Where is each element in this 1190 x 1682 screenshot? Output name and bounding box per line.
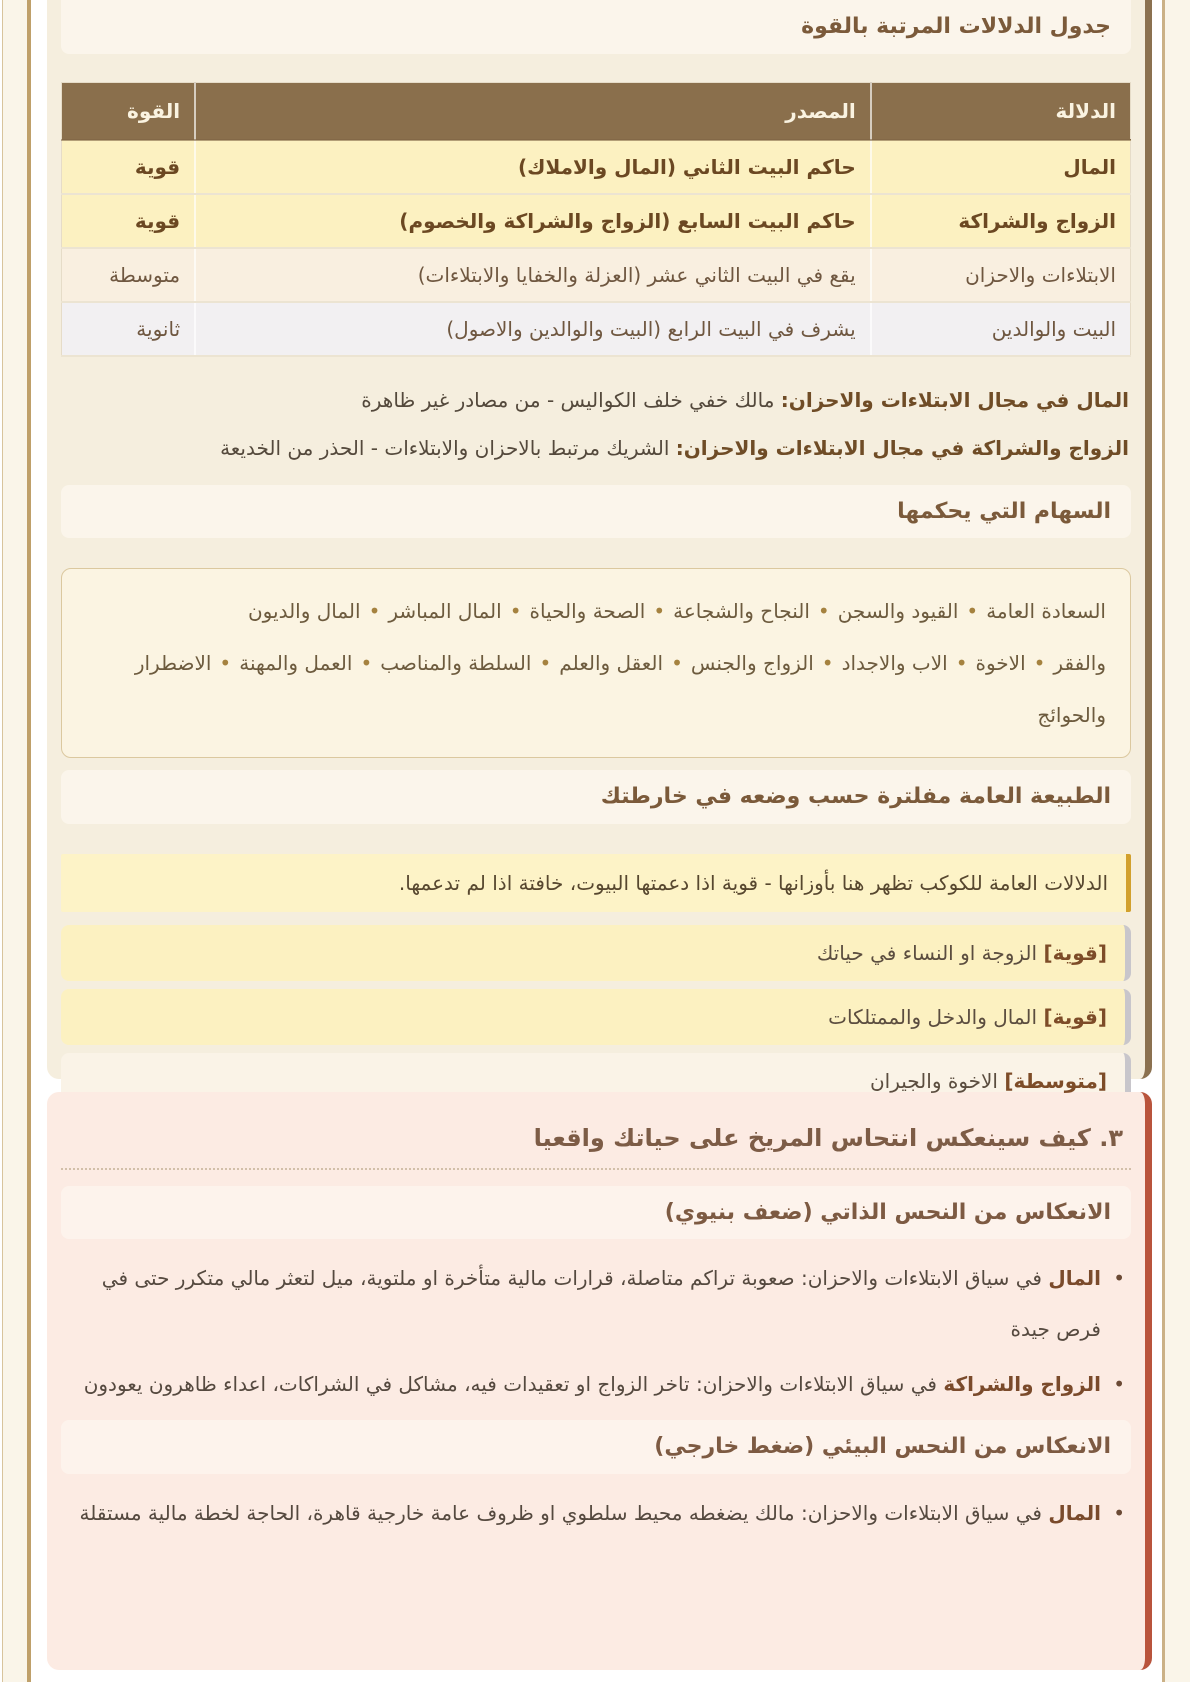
significations-table-title: جدول الدلالات المرتبة بالقوة: [61, 0, 1131, 54]
subsection-heading-environmental-affliction: الانعكاس من النحس البيئي (ضغط خارجي): [61, 1420, 1131, 1474]
bullet-separator: •: [509, 599, 522, 624]
bullet-item: [67, 1253, 1101, 1355]
cell-significance: المال: [871, 140, 1131, 194]
header-source: المصدر: [195, 82, 871, 140]
note-text: الشريك مرتبط بالاحزان والابتلاءات - الحذر من الخديعة: [220, 435, 670, 460]
bullet-separator: •: [955, 651, 968, 676]
cell-strength: ثانوية: [62, 302, 196, 356]
bullet-separator: •: [671, 651, 683, 676]
note-paragraph: [63, 427, 1129, 469]
left-frame-border: [0, 0, 31, 1682]
planet-weights-note: الدلالات العامة للكوكب تظهر هنا بأوزانها - قوية اذا دعمتها البيوت، خافتة اذا لم تدعمها.: [61, 854, 1131, 912]
arrow-item: العمل والمهنة: [239, 651, 353, 676]
arrow-item: السعادة العامة: [986, 599, 1106, 624]
bullet-separator: •: [821, 651, 834, 676]
bullet-separator: •: [219, 651, 232, 676]
note-lead: الزواج والشراكة في مجال الابتلاءات والاحزان:: [675, 435, 1129, 460]
bullet-text: في سياق الابتلاءات والاحزان: مالك يضغطه محيط سلطوي او ظروف عامة خارجية قاهرة، الحاجة لخطة مالية مستقلة: [79, 1500, 1049, 1525]
arrow-item: الاخوة: [975, 651, 1026, 676]
weighted-item-text: المال والدخل والممتلكات: [828, 1005, 1038, 1030]
weight-badge: [متوسطة]: [1004, 1069, 1107, 1094]
bullet-separator: •: [966, 599, 979, 624]
bullet-separator: •: [539, 651, 552, 676]
table-row: [62, 194, 1131, 248]
significations-table: [61, 82, 1131, 357]
cell-source: يشرف في البيت الرابع (البيت والوالدين والاصول): [195, 302, 871, 356]
arrow-item: القيود والسجن: [837, 599, 959, 624]
arrow-item: المال المباشر: [388, 599, 502, 624]
table-row: [62, 248, 1131, 302]
bullet-text: في سياق الابتلاءات والاحزان: تاخر الزواج او تعقيدات فيه، مشاكل في الشراكات، اعداء ظاهرون يعودون: [83, 1372, 944, 1397]
bullet-separator: •: [653, 599, 666, 624]
weighted-item: [61, 989, 1131, 1045]
bullet-item: [67, 1488, 1101, 1539]
cell-strength: قوية: [62, 194, 196, 248]
weight-badge: [قوية]: [1043, 1005, 1107, 1030]
note-text: مالك خفي خلف الكواليس - من مصادر غير ظاهرة: [361, 387, 775, 412]
bullet-lead: المال: [1048, 1500, 1101, 1525]
bullet-list: [61, 1488, 1131, 1539]
arrow-item: السلطة والمناصب: [380, 651, 532, 676]
bullet-separator: •: [817, 599, 830, 624]
note-lead: المال في مجال الابتلاءات والاحزان:: [780, 387, 1129, 412]
table-row: [62, 140, 1131, 194]
cell-strength: متوسطة: [62, 248, 196, 302]
cell-significance: الزواج والشراكة: [871, 194, 1131, 248]
header-significance: الدلالة: [871, 82, 1131, 140]
section-3-title: ٣. كيف سينعكس انتحاس المريخ على حياتك واقعيا: [533, 1124, 1123, 1152]
arrow-item: المال والديون والفقر: [247, 599, 1106, 676]
header-strength: القوة: [62, 82, 196, 140]
weighted-item-text: الزوجة او النساء في حياتك: [816, 941, 1038, 966]
cell-significance: البيت والوالدين: [871, 302, 1131, 356]
bullet-list: [61, 1253, 1131, 1410]
bullet-separator: •: [368, 599, 381, 624]
cell-strength: قوية: [62, 140, 196, 194]
note-paragraph: [63, 379, 1129, 421]
arrows-heading: السهام التي يحكمها: [61, 485, 1131, 539]
dotted-divider: [61, 1168, 1131, 1170]
bullet-item: [67, 1359, 1101, 1410]
arrow-item: النجاح والشجاعة: [673, 599, 810, 624]
significations-panel: [47, 0, 1152, 1094]
table-notes: [63, 379, 1129, 469]
content-column: [47, 0, 1152, 1670]
cell-source: يقع في البيت الثاني عشر (العزلة والخفايا والابتلاءات): [195, 248, 871, 302]
cell-significance: الابتلاءات والاحزان: [871, 248, 1131, 302]
arrows-list: [61, 568, 1131, 758]
bullet-lead: الزواج والشراكة: [943, 1372, 1101, 1397]
cell-source: حاكم البيت الثاني (المال والاملاك): [195, 140, 871, 194]
bullet-lead: المال: [1048, 1266, 1101, 1291]
table-header-row: [62, 82, 1131, 140]
arrow-item: العقل والعلم: [559, 651, 664, 676]
bullet-text: في سياق الابتلاءات والاحزان: صعوبة تراكم متاصلة، قرارات مالية متأخرة او ملتوية، ميل لتعثر مالي متكرر حتى في فرص جيدة: [101, 1266, 1101, 1342]
mars-affliction-panel: [47, 1092, 1152, 1670]
bullet-separator: •: [1033, 651, 1046, 676]
weighted-item: [61, 925, 1131, 981]
arrow-item: الاضطرار والحوائج: [134, 651, 1106, 728]
bullet-separator: •: [360, 651, 373, 676]
cell-source: حاكم البيت السابع (الزواج والشراكة والخصوم): [195, 194, 871, 248]
arrow-item: الاب والاجداد: [841, 651, 948, 676]
arrow-item: الصحة والحياة: [529, 599, 646, 624]
weight-badge: [قوية]: [1043, 941, 1107, 966]
table-row: [62, 302, 1131, 356]
nature-heading: الطبيعة العامة مفلترة حسب وضعه في خارطتك: [61, 770, 1131, 824]
weighted-item-text: الاخوة والجيران: [869, 1069, 998, 1094]
arrow-item: الزواج والجنس: [690, 651, 814, 676]
right-frame-border: [1162, 0, 1190, 1682]
subsection-heading-self-affliction: الانعكاس من النحس الذاتي (ضعف بنيوي): [61, 1186, 1131, 1240]
